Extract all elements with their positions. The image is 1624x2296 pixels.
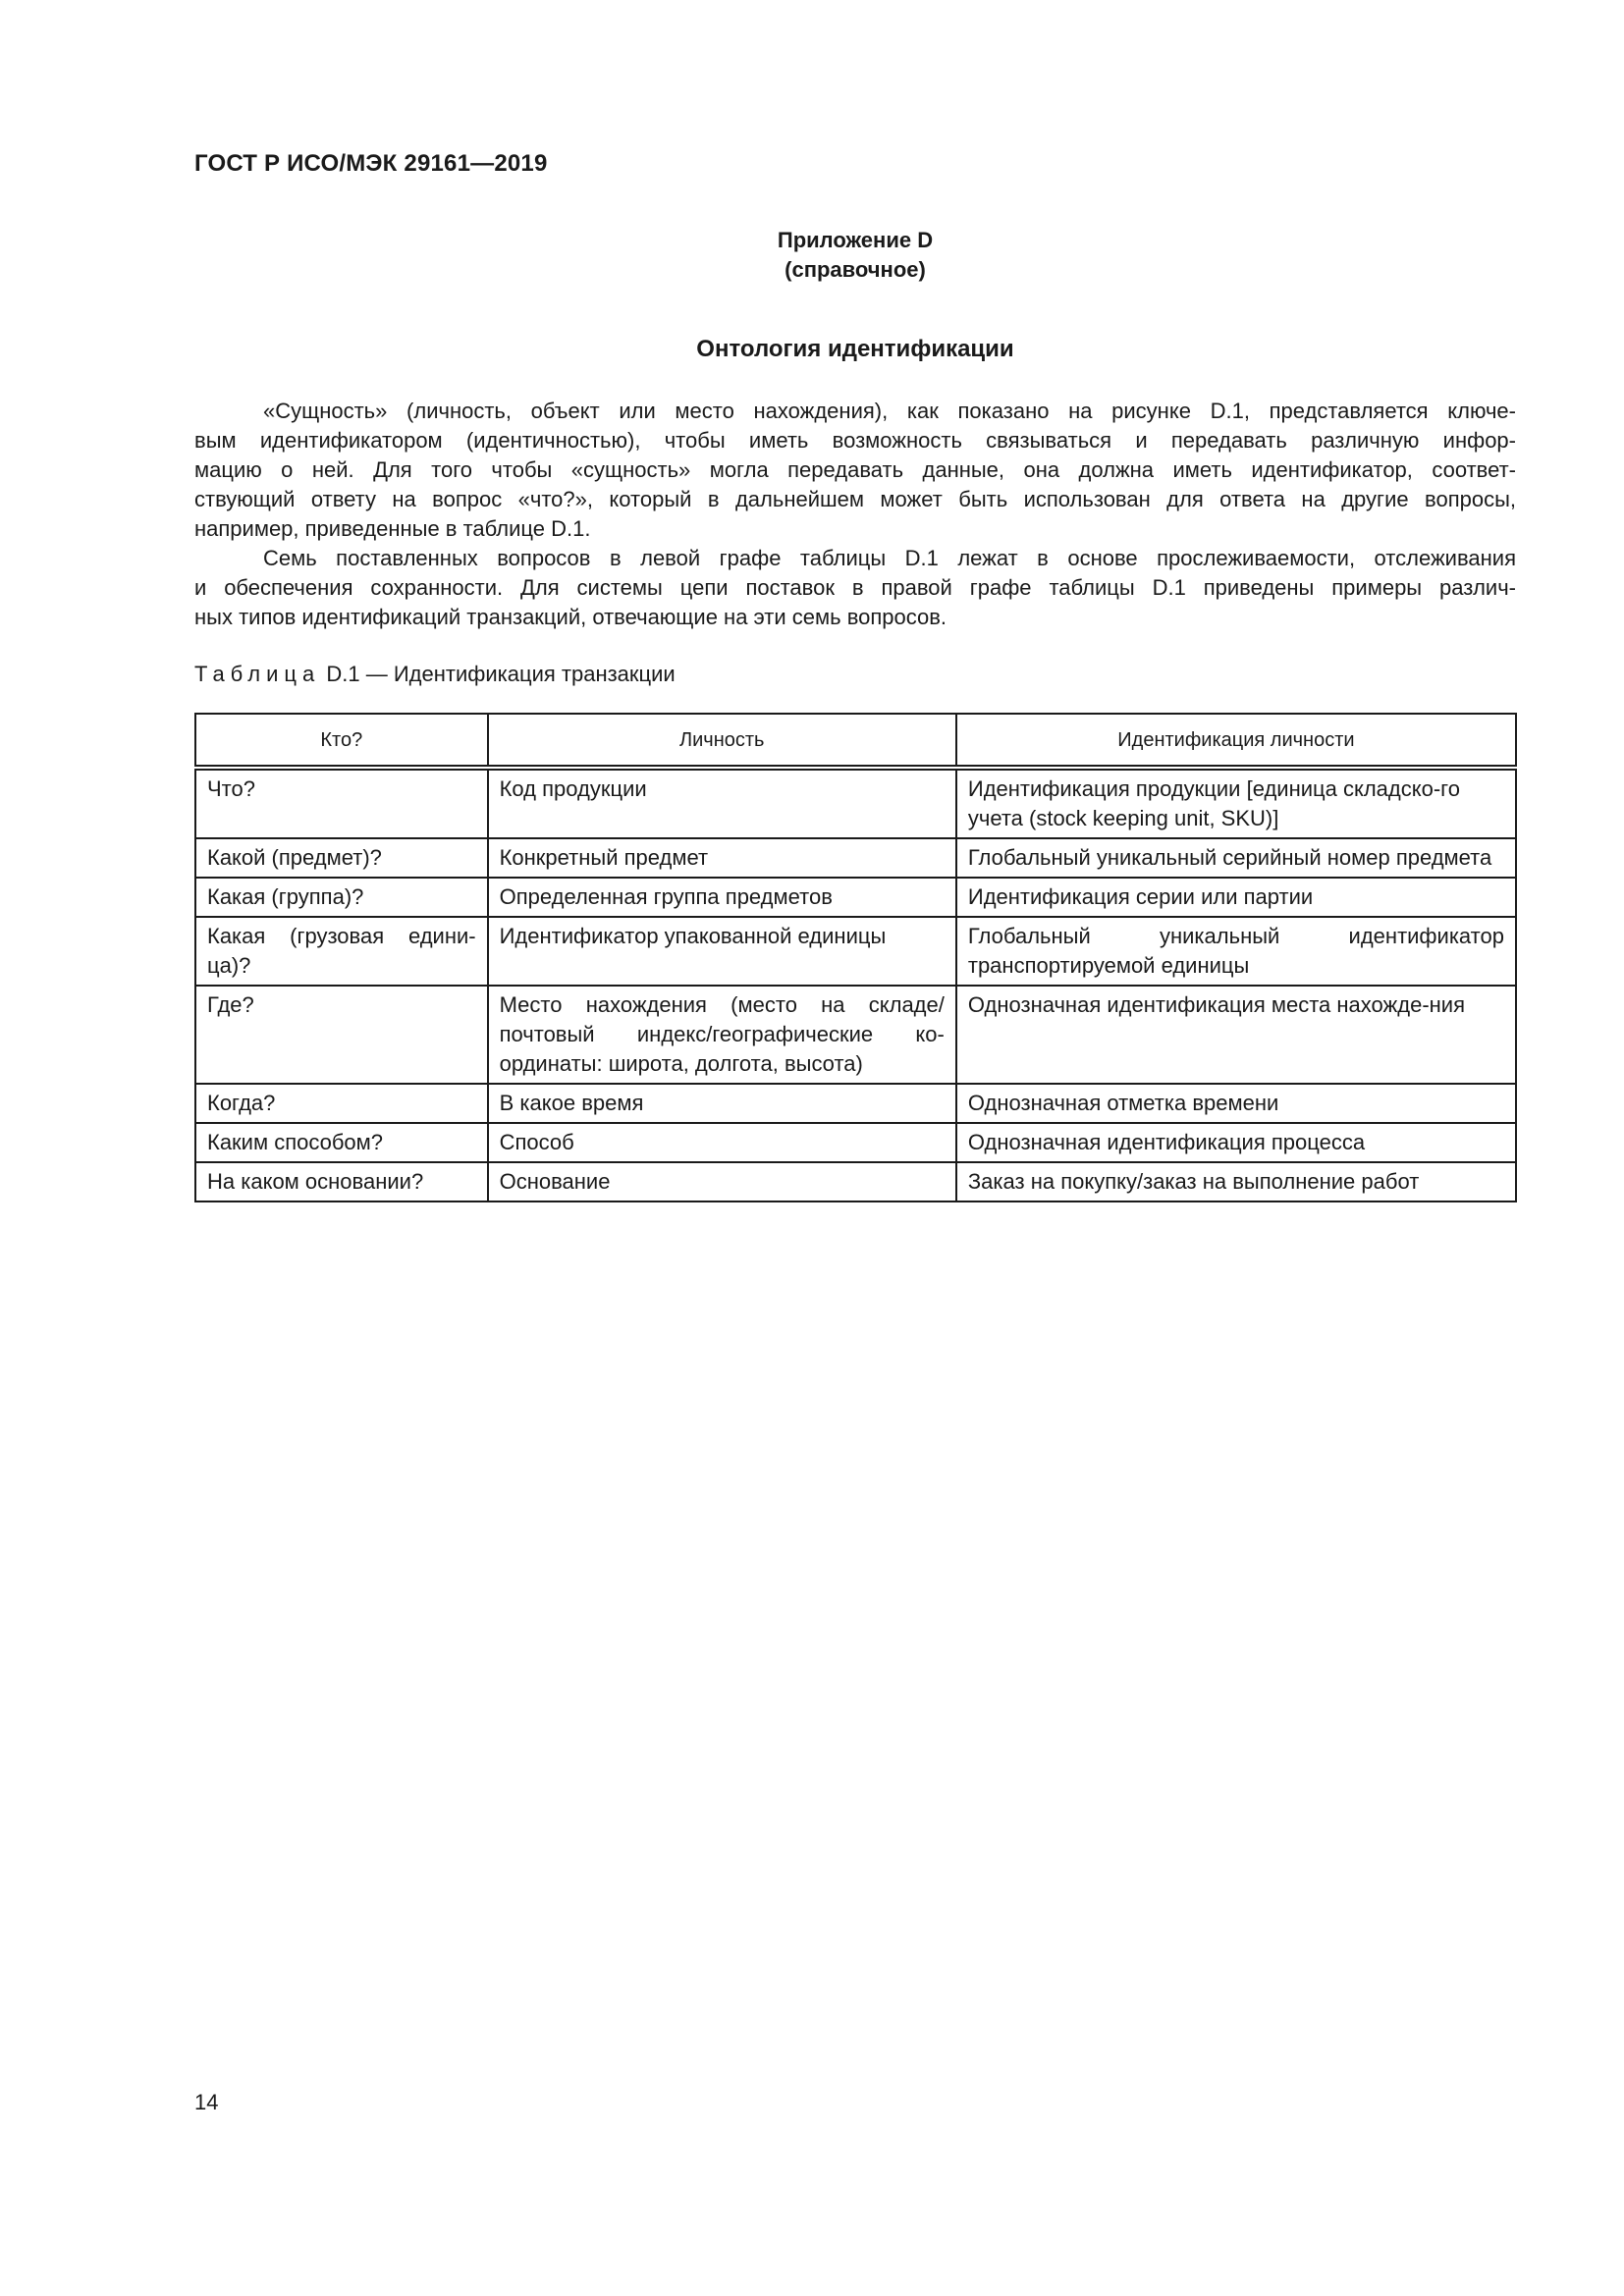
paragraph-line: и обеспечения сохранности. Для системы цепи поставок в правой графе таблицы D.1 приведены примеры различ- — [194, 575, 1516, 600]
table-header-row — [195, 714, 1516, 768]
standard-header: ГОСТ Р ИСО/МЭК 29161—2019 — [194, 150, 548, 177]
paragraph-line: ствующий ответу на вопрос «что?», который в дальнейшем может быть использован для ответа на другие вопросы, — [194, 487, 1516, 511]
table-cell: Способ — [488, 1123, 956, 1162]
table-row — [195, 986, 1516, 1084]
table-cell: Какой (предмет)? — [195, 838, 488, 878]
paragraph-line: например, приведенные в таблице D.1. — [194, 516, 591, 541]
paragraph-line: мацию о ней. Для того чтобы «сущность» могла передавать данные, она должна иметь идентификатор, соответ- — [194, 457, 1516, 482]
table-header-cell: Идентификация личности — [956, 714, 1516, 768]
table-caption-text: D.1 — Идентификация транзакции — [326, 662, 676, 686]
table-cell: В какое время — [488, 1084, 956, 1123]
table-cell: Каким способом? — [195, 1123, 488, 1162]
table-row — [195, 917, 1516, 986]
paragraph-1 — [194, 397, 1516, 544]
table-row — [195, 838, 1516, 878]
table-cell: Идентификация серии или партии — [956, 878, 1516, 917]
table-cell: Глобальный уникальный идентификатор транспортируемой единицы — [956, 917, 1516, 986]
table-cell: Идентификация продукции [единица складско-го учета (stock keeping unit, SKU)] — [956, 768, 1516, 838]
table-cell: Какая (группа)? — [195, 878, 488, 917]
table-header-cell: Личность — [488, 714, 956, 768]
paragraph-2 — [194, 544, 1516, 632]
paragraph-line: вым идентификатором (идентичностью), чтобы иметь возможность связываться и передавать различную инфор- — [194, 428, 1516, 453]
table-row — [195, 768, 1516, 838]
table-cell: Что? — [195, 768, 488, 838]
table-cell: Определенная группа предметов — [488, 878, 956, 917]
table-row — [195, 1084, 1516, 1123]
table-cell: Код продукции — [488, 768, 956, 838]
paragraph-line: «Сущность» (личность, объект или место нахождения), как показано на рисунке D.1, представляется ключе- — [263, 399, 1516, 423]
table-cell: На каком основании? — [195, 1162, 488, 1201]
identification-table — [194, 713, 1517, 1202]
table-caption-label: Таблица — [194, 662, 321, 686]
page-number: 14 — [194, 2090, 219, 2114]
annex-kind: (справочное) — [785, 257, 926, 282]
table-row — [195, 878, 1516, 917]
table-header-cell: Кто? — [195, 714, 488, 768]
section-title: Онтология идентификации — [696, 336, 1014, 362]
table-cell: Идентификатор упакованной единицы — [488, 917, 956, 986]
table-cell: Место нахождения (место на складе/почтовый индекс/географические ко-ординаты: широта, долгота, высота) — [488, 986, 956, 1084]
table-cell: Где? — [195, 986, 488, 1084]
table-cell: Когда? — [195, 1084, 488, 1123]
table-cell: Глобальный уникальный серийный номер предмета — [956, 838, 1516, 878]
table-cell: Однозначная отметка времени — [956, 1084, 1516, 1123]
table-cell: Заказ на покупку/заказ на выполнение работ — [956, 1162, 1516, 1201]
table-row — [195, 1123, 1516, 1162]
paragraph-line: Семь поставленных вопросов в левой графе таблицы D.1 лежат в основе прослеживаемости, отслеживания — [263, 546, 1516, 570]
table-cell: Какая (грузовая едини-ца)? — [195, 917, 488, 986]
table-cell: Основание — [488, 1162, 956, 1201]
annex-label: Приложение D — [777, 228, 934, 252]
table-cell: Конкретный предмет — [488, 838, 956, 878]
table-row — [195, 1162, 1516, 1201]
table-cell: Однозначная идентификация места нахожде-ния — [956, 986, 1516, 1084]
table-cell: Однозначная идентификация процесса — [956, 1123, 1516, 1162]
table-caption — [194, 662, 676, 687]
paragraph-line: ных типов идентификаций транзакций, отвечающие на эти семь вопросов. — [194, 605, 947, 629]
